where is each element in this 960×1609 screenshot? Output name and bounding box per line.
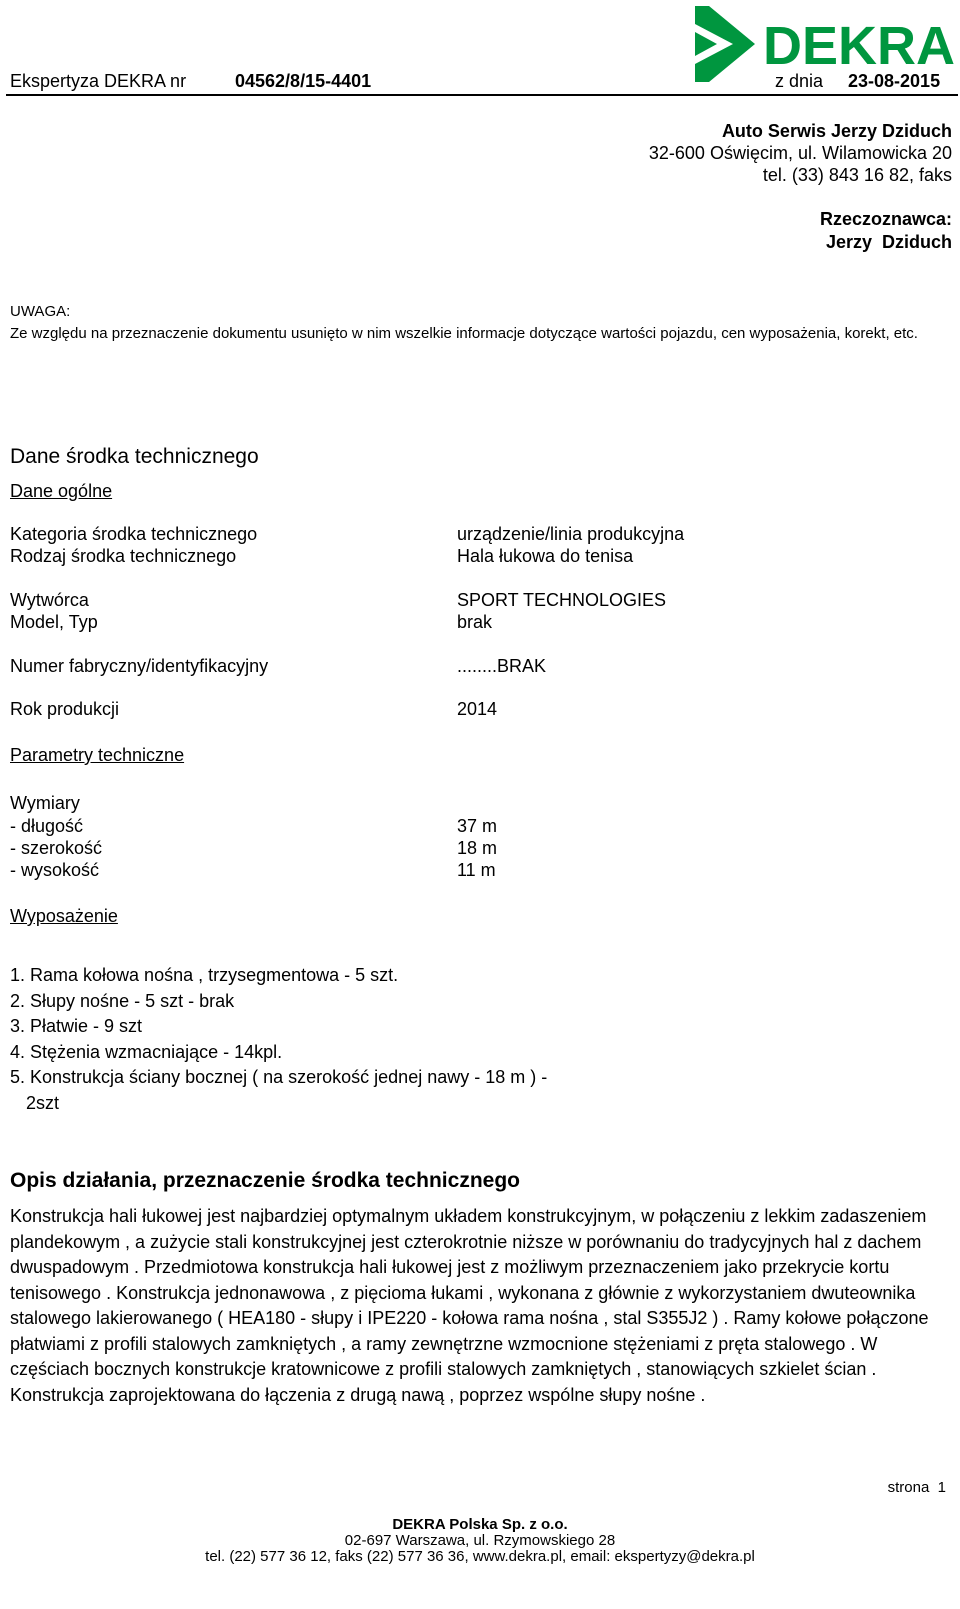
dimensions-label: Wymiary	[10, 793, 80, 813]
general-label: Kategoria środka technicznego	[10, 524, 258, 544]
general-value: SPORT TECHNOLOGIES	[457, 590, 667, 610]
general-label: Numer fabryczny/identyfikacyjny	[10, 656, 269, 676]
general-label: Rodzaj środka technicznego	[10, 546, 237, 566]
general-label: Wytwórca	[10, 590, 89, 610]
logo-text: DEKRA	[763, 16, 956, 76]
equipment-list	[10, 963, 610, 1116]
company-block	[649, 120, 952, 186]
section-title: Dane środka technicznego	[10, 445, 259, 468]
page-label: strona	[887, 1479, 930, 1496]
general-value: 2014	[457, 699, 498, 719]
equipment-item: 1. Rama kołowa nośna , trzysegmentowa - 5 szt.	[10, 965, 399, 985]
expertise-number: 04562/8/15-4401	[235, 71, 372, 91]
header-divider	[6, 94, 958, 96]
notice-title: UWAGA:	[10, 303, 71, 320]
company-name: Auto Serwis Jerzy Dziduch	[721, 121, 952, 141]
dimension-value: 18 m	[457, 838, 498, 858]
notice	[10, 301, 950, 345]
general-heading: Dane ogólne	[10, 481, 113, 501]
general-value: Hala łukowa do tenisa	[457, 546, 634, 566]
dimension-value: 37 m	[457, 816, 498, 836]
expert-label: Rzeczoznawca:	[819, 209, 952, 229]
page-value: 1	[937, 1479, 946, 1496]
equipment-item: 2. Słupy nośne - 5 szt - brak	[10, 990, 235, 1011]
footer	[0, 1517, 960, 1565]
equipment-item: 3. Płatwie - 9 szt	[10, 1016, 143, 1036]
expertise-label: Ekspertyza DEKRA nr	[10, 71, 187, 91]
expert-block	[820, 208, 952, 254]
company-phone: tel. (33) 843 16 82, faks	[762, 165, 952, 185]
general-label: Rok produkcji	[10, 699, 120, 719]
equipment-item-continuation: 2szt	[26, 1092, 60, 1113]
dimension-label: - szerokość	[10, 838, 103, 858]
dimension-label: - wysokość	[10, 860, 100, 880]
page-number	[888, 1479, 946, 1497]
equipment-item: 5. Konstrukcja ściany bocznej ( na szerokość jednej nawy - 18 m ) -	[10, 1067, 548, 1087]
date-label: z dnia	[775, 71, 824, 91]
general-value: brak	[457, 612, 493, 632]
dimension-value: 11 m	[457, 860, 496, 880]
notice-text: Ze względu na przeznaczenie dokumentu usunięto w nim wszelkie informacje dotyczące wartości pojazdu, cen wyposażenia, korekt, etc.	[10, 325, 918, 342]
general-value: urządzenie/linia produkcyjna	[457, 524, 685, 544]
description-title: Opis działania, przeznaczenie środka technicznego	[10, 1169, 520, 1192]
general-value: ........BRAK	[457, 656, 547, 676]
footer-address: 02-697 Warszawa, ul. Rzymowskiego 28	[344, 1532, 616, 1549]
company-address: 32-600 Oświęcim, ul. Wilamowicka 20	[648, 143, 952, 163]
general-label: Model, Typ	[10, 612, 98, 632]
dimension-label: - długość	[10, 816, 84, 836]
date-value: 23-08-2015	[848, 71, 941, 91]
equipment-item: 4. Stężenia wzmacniające - 14kpl.	[10, 1041, 283, 1062]
footer-contact: tel. (22) 577 36 12, faks (22) 577 36 36, www.dekra.pl, email: ekspertyzy@dekra.pl	[205, 1548, 755, 1565]
description-text: Konstrukcja hali łukowej jest najbardziej optymalnym układem konstrukcyjnym, w połączeniu z lekkim zadaszeniem plandekowym , a zużycie stali konstrukcyjnej jest czterokrotnie niższe w porównaniu do tradycyjnych hal z dachem dwuspadowym . Przedmiotowa konstrukcja hali łukowej jest z możliwym przeznaczeniem jako przekrycie kortu tenisowego . Konstrukcja jednonawowa , z pięcioma łukami , wykonana z głównie z wykorzystaniem dwuteownika stalowego lakierowanego ( HEA180 - słupy i IPE220 - kołowa rama nośna , stal S355J2 ) . Ramy kołowe połączone płatwiami z profili stalowych zamkniętych , a ramy zewnętrzne wzmocnione stężeniami z pręta stalowego . W częściach bocznych konstrukcje kratownicowe z profili stalowych zamkniętych , stanowiących szkielet ścian . Konstrukcja zaprojektowana do łączenia z drugą nawą , poprzez wspólne słupy nośne .	[10, 1206, 929, 1405]
footer-company: DEKRA Polska Sp. z o.o.	[392, 1516, 568, 1533]
params-heading: Parametry techniczne	[10, 745, 185, 765]
equipment-heading: Wyposażenie	[10, 906, 118, 926]
expert-name: Jerzy Dziduch	[825, 232, 952, 252]
